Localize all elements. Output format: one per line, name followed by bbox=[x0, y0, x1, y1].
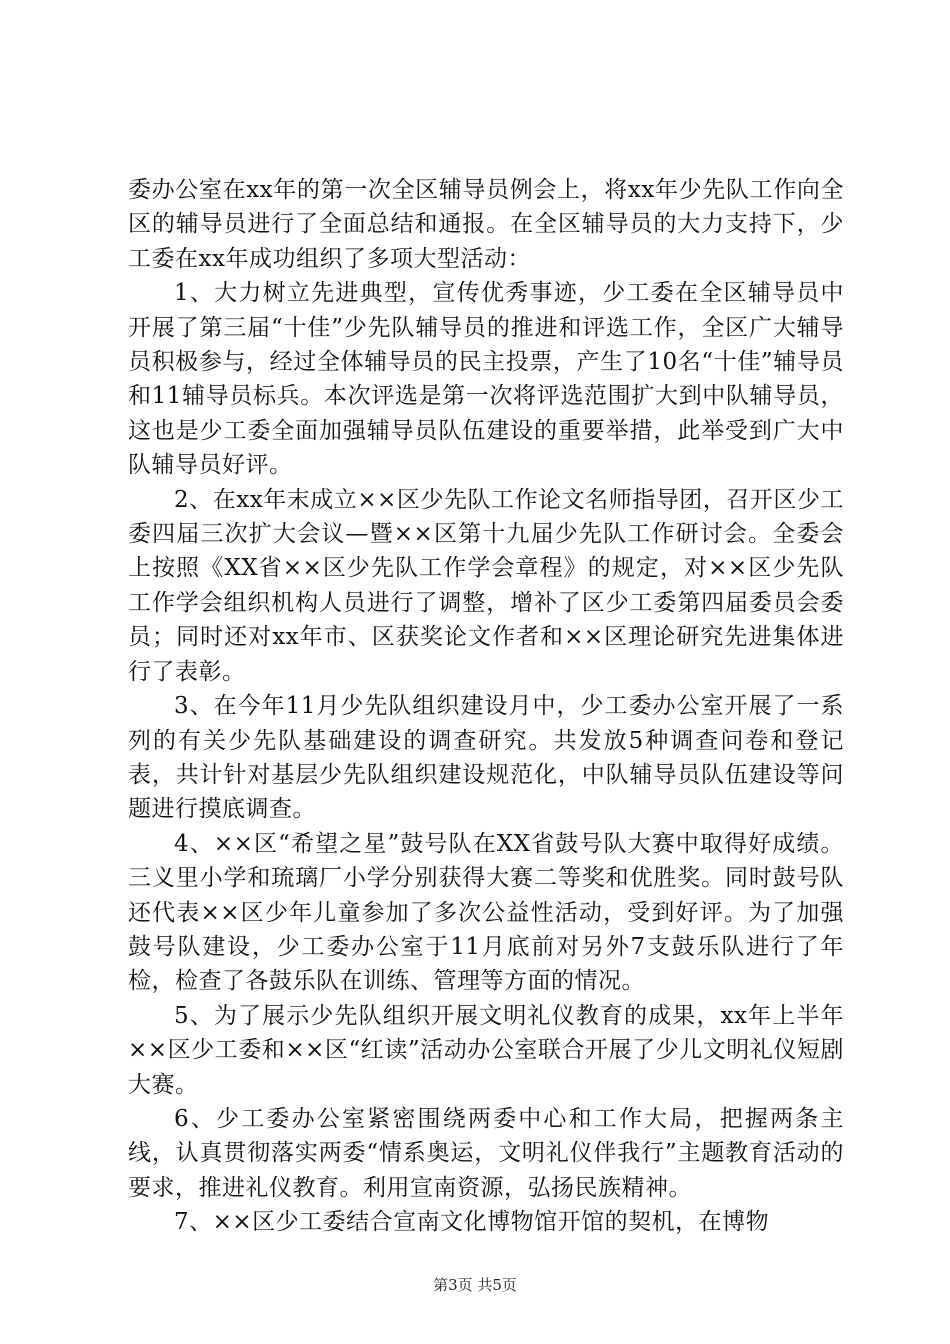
paragraph-item-6: 6、少工委办公室紧密围绕两委中心和工作大局，把握两条主线，认真贯彻落实两委“情系奥运，文明礼仪伴我行”主题教育活动的要求，推进礼仪教育。利用宣南资源，弘扬民族精神。 bbox=[128, 1105, 844, 1201]
document-body bbox=[128, 173, 844, 1240]
paragraph-item-2: 2、在xx年末成立××区少先队工作论文名师指导团，召开区少工委四届三次扩大会议—暨××区第十九届少先队工作研讨会。全委会上按照《XX省××区少先队工作学会章程》的规定，对××区少先队工作学会组织机构人员进行了调整，增补了区少工委第四届委员会委员；同时还对xx年市、区获奖论文作者和××区理论研究先进集体进行了表彰。 bbox=[128, 486, 844, 685]
paragraph-item-7: 7、××区少工委结合宣南文化博物馆开馆的契机，在博物 bbox=[174, 1209, 770, 1236]
paragraph-item-5: 5、为了展示少先队组织开展文明礼仪教育的成果，xx年上半年××区少工委和××区“红读”活动办公室联合开展了少儿文明礼仪短剧大赛。 bbox=[128, 1002, 844, 1098]
paragraph-intro: 委办公室在xx年的第一次全区辅导员例会上，将xx年少先队工作向全区的辅导员进行了全面总结和通报。在全区辅导员的大力支持下，少工委在xx年成功组织了多项大型活动： bbox=[128, 177, 844, 272]
paragraph-item-3: 3、在今年11月少先队组织建设月中，少工委办公室开展了一系列的有关少先队基础建设的调查研究。共发放5种调查问卷和登记表，共计针对基层少先队组织建设规范化，中队辅导员队伍建设等问题进行摸底调查。 bbox=[128, 693, 844, 823]
page-number-footer: 第3页 共5页 bbox=[433, 1276, 517, 1294]
paragraph-item-1: 1、大力树立先进典型，宣传优秀事迹，少工委在全区辅导员中开展了第三届“十佳”少先队辅导员的推进和评选工作，全区广大辅导员积极参与，经过全体辅导员的民主投票，产生了10名“十佳”辅导员和11辅导员标兵。本次评选是第一次将评选范围扩大到中队辅导员，这也是少工委全面加强辅导员队伍建设的重要举措，此举受到广大中队辅导员好评。 bbox=[128, 280, 844, 479]
paragraph-item-4: 4、××区“希望之星”鼓号队在XX省鼓号队大赛中取得好成绩。三义里小学和琉璃厂小学分别获得大赛二等奖和优胜奖。同时鼓号队还代表××区少年儿童参加了多次公益性活动，受到好评。为了加强鼓号队建设，少工委办公室于11月底前对另外7支鼓乐队进行了年检，检查了各鼓乐队在训练、管理等方面的情况。 bbox=[128, 830, 844, 995]
